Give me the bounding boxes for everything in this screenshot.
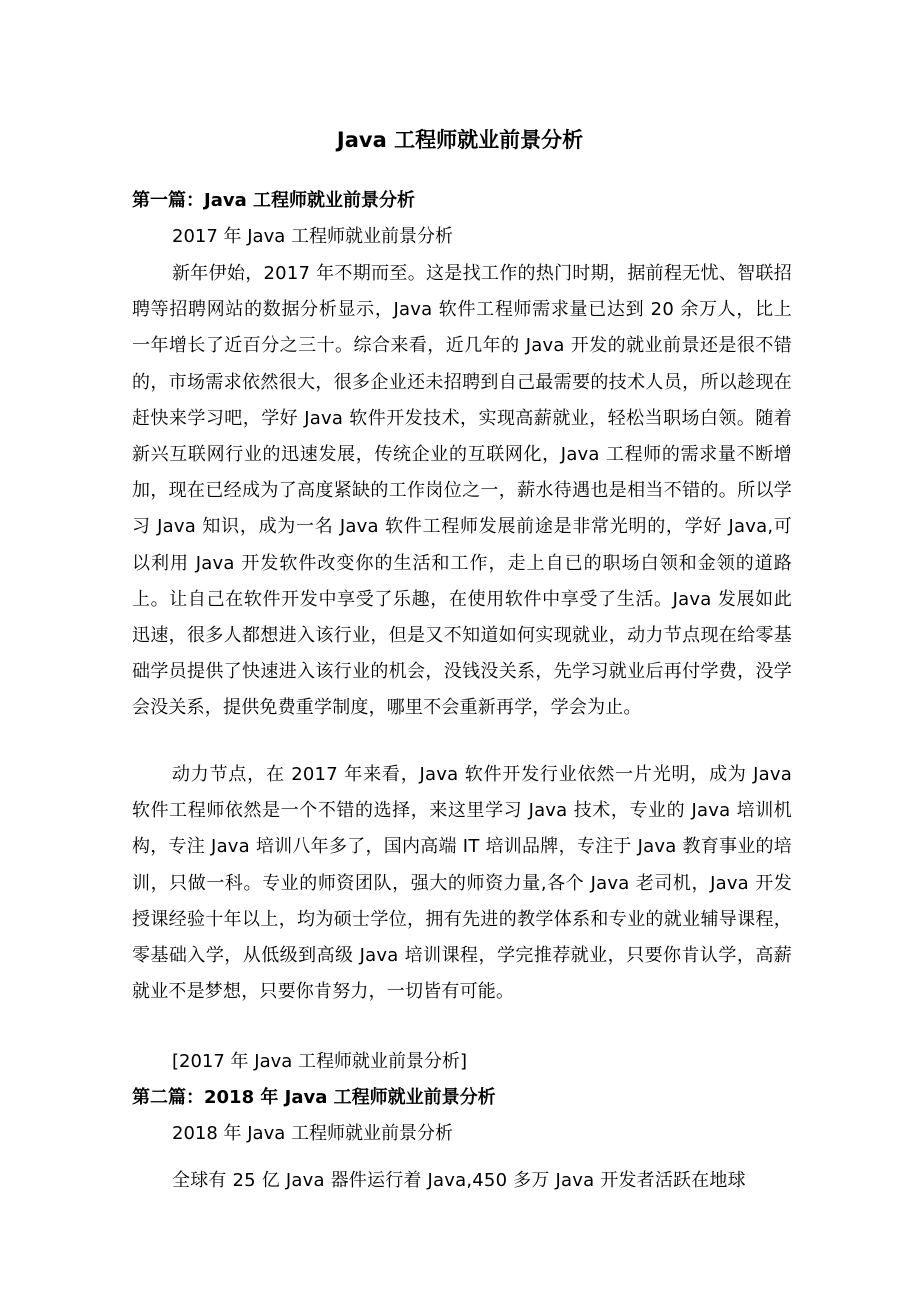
section-1-closing-reference: [2017 年 Java 工程师就业前景分析]: [172, 1051, 468, 1072]
document-title: Java 工程师就业前景分析: [336, 128, 584, 152]
section-2-heading: 第二篇：2018 年 Java 工程师就业前景分析: [132, 1087, 496, 1108]
section-1-paragraph-1: 新年伊始，2017 年不期而至。这是找工作的热门时期，据前程无忧、智联招聘等招聘网站的数据分析显示，Java 软件工程师需求量已达到 20 余万人，比上一年增长了近百分之三十。综合来看，近几年的 Java 开发的就业前景还是很不错的，市场需求依然很大，很多企业还未招聘到自己最需要的技术人员，所以趁现在赶快来学习吧，学好 Java 软件开发技术，实现高薪就业，轻松当职场白领。随着新兴互联网行业的迅速发展，传统企业的互联网化，Java 工程师的需求量不断增加，现在已经成为了高度紧缺的工作岗位之一，薪水待遇也是相当不错的。所以学习 Java 知识，成为一名 Java 软件工程师发展前途是非常光明的，学好 Java,可以利用 Java 开发软件改变你的生活和工作，走上自已的职场白领和金领的道路上。让自己在软件开发中享受了乐趣，在使用软件中享受了生活。Java 发展如此迅速，很多人都想进入该行业，但是又不知道如何实现就业，动力节点现在给零基础学员提供了快速进入该行业的机会，没钱没关系，先学习就业后再付学费，没学会没关系，提供免费重学制度，哪里不会重新再学，学会为止。: [132, 263, 792, 719]
section-2-paragraph-1: 全球有 25 亿 Java 器件运行着 Java,450 多万 Java 开发者活跃在地球: [172, 1170, 746, 1191]
section-1-paragraph-2: 动力节点，在 2017 年来看，Java 软件开发行业依然一片光明，成为 Java 软件工程师依然是一个不错的选择，来这里学习 Java 技术，专业的 Java 培训机构，专注 Java 培训八年多了，国内高端 IT 培训品牌，专注于 Java 教育事业的培训，只做一科。专业的师资团队，强大的师资力量,各个 Java 老司机，Java 开发授课经验十年以上，均为硕士学位，拥有先进的教学体系和专业的就业辅导课程，零基础入学，从低级到高级 Java 培训课程，学完推荐就业，只要你肯认学，高薪就业不是梦想，只要你肯努力，一切皆有可能。: [132, 764, 792, 1003]
section-2-subheading: 2018 年 Java 工程师就业前景分析: [172, 1123, 453, 1144]
section-1-heading: 第一篇：Java 工程师就业前景分析: [132, 190, 415, 211]
section-1-subheading: 2017 年 Java 工程师就业前景分析: [172, 226, 453, 247]
